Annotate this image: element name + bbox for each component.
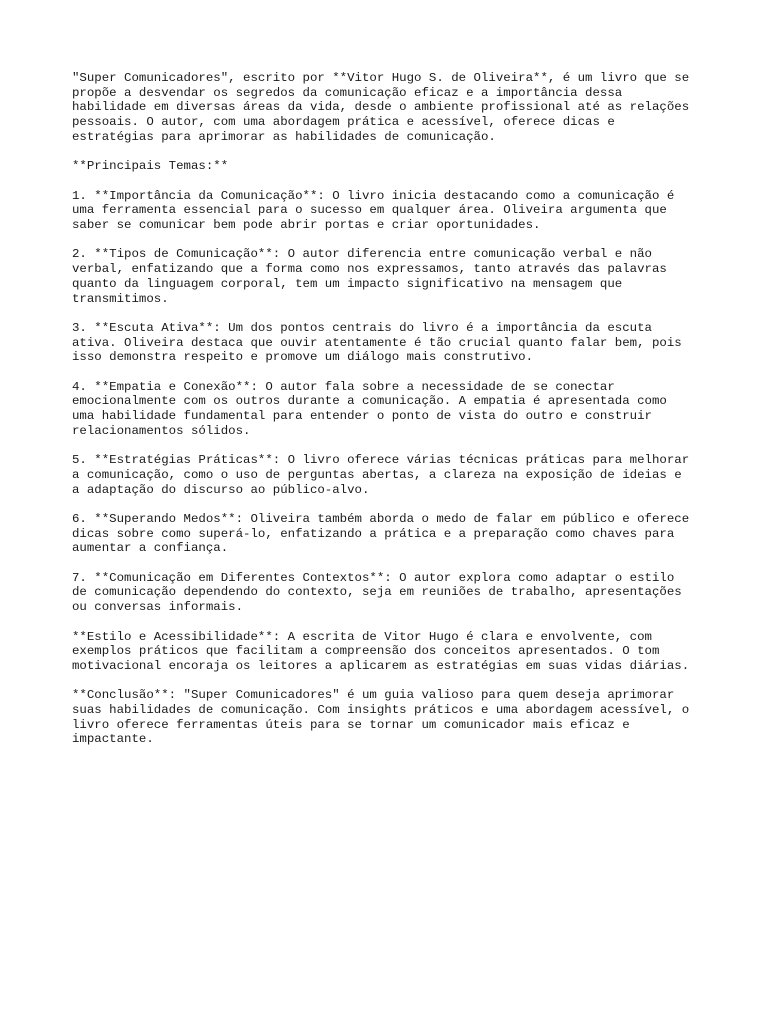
theme-item-importancia: 1. **Importância da Comunicação**: O livro inicia destacando como a comunicação é uma ferramenta essencial para o sucesso em qualquer área. Oliveira argumenta que saber se comunicar bem pode abrir portas e criar oportunidades. [72, 188, 675, 232]
conclusion-paragraph: **Conclusão**: "Super Comunicadores" é um guia valioso para quem deseja aprimorar suas habilidades de comunicação. Com insights práticos e uma abordagem acessível, o livro oferece ferramentas úteis para se tornar um comunicador mais eficaz e impactante. [72, 688, 690, 747]
intro-paragraph: "Super Comunicadores", escrito por **Vitor Hugo S. de Oliveira**, é um livro que se propõe a desvendar os segredos da comunicação eficaz e a importância dessa habilidade em diversas áreas da vida, desde o ambiente profissional até as relações pessoais. O autor, com uma abordagem prática e acessível, oferece dicas e estratégias para aprimorar as habilidades de comunicação. [72, 71, 690, 144]
theme-item-empatia: 4. **Empatia e Conexão**: O autor fala sobre a necessidade de se conectar emocionalmente com os outros durante a comunicação. A empatia é apresentada como uma habilidade fundamental para entender o ponto de vista do outro e construir relacionamentos sólidos. [72, 379, 667, 438]
theme-item-tipos: 2. **Tipos de Comunicação**: O autor diferencia entre comunicação verbal e não verbal, enfatizando que a forma como nos expressamos, tanto através das palavras quanto da linguagem corporal, tem um impacto significativo na mensagem que transmitimos. [72, 247, 667, 306]
document-body [72, 71, 702, 762]
theme-item-contextos: 7. **Comunicação em Diferentes Contextos**: O autor explora como adaptar o estilo de comunicação dependendo do contexto, seja em reuniões de trabalho, apresentações ou conversas informais. [72, 570, 682, 615]
style-paragraph: **Estilo e Acessibilidade**: A escrita de Vitor Hugo é clara e envolvente, com exemplos práticos que facilitam a compreensão dos conceitos apresentados. O tom motivacional encoraja os leitores a aplicarem as estratégias em suas vidas diárias. [72, 629, 690, 673]
theme-item-escuta-ativa: 3. **Escuta Ativa**: Um dos pontos centrais do livro é a importância da escuta ativa. Oliveira destaca que ouvir atentamente é tão crucial quanto falar bem, pois isso demonstra respeito e promove um diálogo mais construtivo. [72, 320, 682, 365]
theme-item-medos: 6. **Superando Medos**: Oliveira também aborda o medo de falar em público e oferece dicas sobre como superá-lo, enfatizando a prática e a preparação como chaves para aumentar a confiança. [72, 511, 690, 556]
themes-heading: **Principais Temas:** [72, 159, 229, 174]
theme-item-estrategias: 5. **Estratégias Práticas**: O livro oferece várias técnicas práticas para melhorar a comunicação, como o uso de perguntas abertas, a clareza na exposição de ideias e a adaptação do discurso ao público-alvo. [72, 453, 690, 497]
